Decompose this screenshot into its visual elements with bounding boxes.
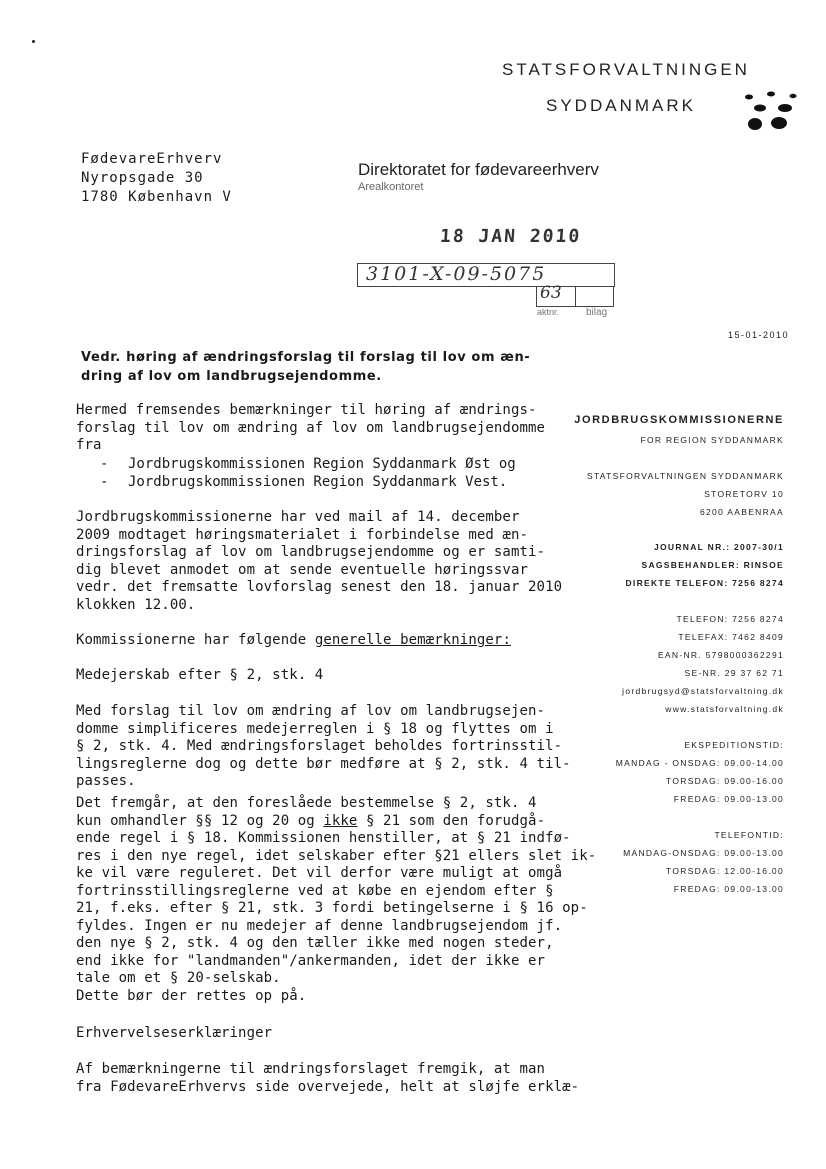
section21-line2-prefix: kun omhandler §§ 12 og 20 og [76, 812, 324, 829]
sidebar-website: www.statsforvaltning.dk [665, 704, 784, 714]
recipient-address [81, 150, 232, 207]
general-remarks-underlined: generelle bemærkninger: [314, 632, 511, 648]
sidebar-hours-thu: TORSDAG: 09.00-16.00 [666, 776, 784, 786]
sidebar-se-number: SE-NR. 29 37 62 71 [684, 668, 784, 678]
list-item: - Jordbrugskommissionen Region Syddanmark Vest. [100, 473, 508, 490]
commission-list [100, 456, 516, 491]
section21-ikke-underlined: ikke [323, 812, 358, 829]
recipient-city: 1780 København V [81, 189, 232, 205]
letter-date: 15-01-2010 [728, 330, 790, 340]
paragraph-section21 [76, 795, 597, 1005]
sidebar-journal: JOURNAL NR.: 2007-30/1 [653, 542, 784, 552]
sidebar-phone-hours-fri: FREDAG: 09.00-13.00 [673, 884, 784, 894]
list-item: - Jordbrugskommissionen Region Syddanmark Øst og [100, 456, 516, 472]
sidebar-address-line2: STORETORV 10 [704, 489, 784, 499]
section-heading-declarations: Erhvervelseserklæringer [76, 1025, 273, 1041]
sidebar-ean: EAN-NR. 5798000362291 [657, 650, 784, 660]
sidebar-case-handler: SAGSBEHANDLER: RINSOE [641, 560, 784, 570]
section21-line2 [76, 813, 546, 831]
subject-line [81, 348, 541, 386]
sidebar-org: JORDBRUGSKOMMISSIONERNE [574, 414, 784, 426]
sidebar-region: FOR REGION SYDDANMARK [640, 435, 784, 445]
sidebar-hours-fri: FREDAG: 09.00-13.00 [673, 794, 784, 804]
sidebar-phone: TELEFON: 7256 8274 [676, 614, 784, 624]
letterhead-region: SYDDANMARK [546, 96, 696, 115]
sidebar-hours-mon-wed: MANDAG - ONSDAG: 09.00-14.00 [615, 758, 784, 768]
sidebar-fax: TELEFAX: 7462 8409 [678, 632, 784, 642]
scan-speck [32, 40, 35, 43]
sidebar-hours-title: EKSPEDITIONSTID: [684, 740, 784, 750]
recipient-street: Nyropsgade 30 [81, 170, 204, 186]
received-stamp-date: 18 JAN 2010 [439, 226, 582, 247]
bilag-box [574, 286, 614, 307]
sidebar-address-line1: STATSFORVALTNINGEN SYDDANMARK [586, 471, 784, 481]
sidebar-phone-hours-mon-wed: MANDAG-ONSDAG: 09.00-13.00 [623, 848, 784, 858]
section21-line2-suffix: § 21 som den forudgå- [357, 812, 546, 829]
dots-logo-icon [735, 86, 805, 134]
section-heading-coownership: Medejerskab efter § 2, stk. 4 [76, 667, 324, 683]
subject-text: Vedr. høring af ændringsforslag til forslag til lov om æn- dring af lov om landbrugsejendomme. [81, 350, 531, 384]
paragraph-declarations: Af bemærkningerne til ændringsforslaget fremgik, at man fra FødevareErhvervs side overvejede, helt at sløjfe erklæ- [76, 1061, 580, 1095]
list-item-text: Jordbrugskommissionen Region Syddanmark Vest. [128, 473, 508, 490]
received-stamp-office: Arealkontoret [358, 181, 424, 193]
section21-line1: Det fremgår, at den foreslåede bestemmelse § 2, stk. 4 [76, 795, 537, 811]
paragraph-coownership: Med forslag til lov om ændring af lov om landbrugsejen- domme simplificeres medejerreglen i § 18 og flyttes om i § 2, stk. 4. Med ændringsforslaget beholdes fortrinsstil- lingsreglerne dog og dette bør medføre at § 2, stk. 4 til- passes. [76, 703, 571, 789]
sidebar-address-line3: 6200 AABENRAA [700, 507, 784, 517]
bilag-label: bilag [586, 307, 608, 318]
sidebar-email: jordbrugsyd@statsforvaltning.dk [622, 686, 784, 696]
paragraph-received-material: Jordbrugskommissionerne har ved mail af 14. december 2009 modtaget høringsmaterialet i forbindelse med æn- dringsforslag af lov om landbrugsejendomme og er samti- dig blevet anmodet om at sende eventuelle høringssvar vedr. det fremsatte lovforslag senest den 18. januar 2010 klokken 12.00. [76, 509, 563, 613]
section21-rest: ende regel i § 18. Kommissionen henstiller, at § 21 indfø- res i den nye regel, idet selskaber efter §21 ellers slet ik- ke vil være reguleret. Det vil derfor være muligt at omgå fortrinsstillingsreglerne ved at købe en ejendom efter § 21, f.eks. efter § 21, stk. 3 fordi betingelserne i § 16 op- fyldes. Ingen er nu medejer af denne landbrugsejendom jf. den nye § 2, stk. 4 og den tæller ikke med nogen steder, end ikke for "landmanden"/ankermanden, idet der ikke er tale om et § 20-selskab. Dette bør der rettes op på. [76, 830, 597, 1004]
akt-number-handwritten: 63 [540, 283, 562, 303]
letterhead-title: STATSFORVALTNINGEN [502, 60, 750, 79]
list-item-text: Jordbrugskommissionen Region Syddanmark Øst og [128, 456, 516, 472]
akt-label: aktnr. [537, 307, 560, 317]
sidebar-phone-hours-title: TELEFONTID: [714, 830, 784, 840]
paragraph-intro: Hermed fremsendes bemærkninger til høring af ændrings- forslag til lov om ændring af lov om landbrugsejendomme fra [76, 402, 546, 453]
journal-number-handwritten: 3101-X-09-5075 [366, 263, 547, 285]
sidebar-phone-hours-thu: TORSDAG: 12.00-16.00 [666, 866, 784, 876]
paragraph-general-remarks [76, 632, 546, 650]
general-remarks-text: Kommissionerne har følgende [76, 632, 315, 648]
received-stamp-department: Direktoratet for fødevareerhverv [358, 160, 599, 179]
recipient-name: FødevareErhverv [81, 151, 223, 167]
sidebar-direct-phone: DIREKTE TELEFON: 7256 8274 [625, 578, 784, 588]
